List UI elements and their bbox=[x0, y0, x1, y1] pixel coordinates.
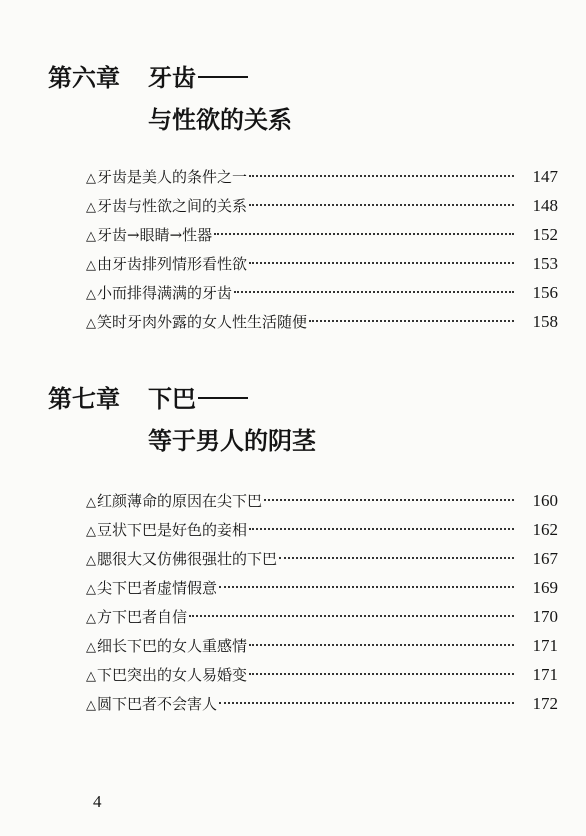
dot-leader bbox=[234, 291, 514, 293]
toc-entry-label: 笑时牙肉外露的女人性生活随便 bbox=[97, 313, 308, 331]
triangle-icon: △ bbox=[86, 611, 96, 626]
toc-entry[interactable] bbox=[48, 660, 558, 689]
triangle-icon: △ bbox=[86, 553, 96, 568]
chapter-subtitle: 等于男人的阴茎 bbox=[148, 427, 316, 455]
toc-entry[interactable] bbox=[48, 162, 558, 191]
toc-entry-page: 160 bbox=[532, 491, 558, 510]
chapter-title: 牙齿 bbox=[148, 64, 196, 92]
toc-entry-page: 153 bbox=[532, 254, 558, 273]
page-number: 4 bbox=[93, 792, 102, 811]
toc-entry[interactable] bbox=[48, 631, 558, 660]
triangle-icon: △ bbox=[86, 582, 96, 597]
triangle-icon: △ bbox=[86, 229, 96, 244]
toc-entry[interactable] bbox=[48, 486, 558, 515]
em-dash bbox=[198, 76, 248, 78]
triangle-icon: △ bbox=[86, 200, 96, 215]
chapter-subtitle: 与性欲的关系 bbox=[148, 106, 292, 134]
toc-entry-label: 圆下巴者不会害人 bbox=[97, 695, 218, 713]
chapter-title: 下巴 bbox=[148, 385, 196, 413]
triangle-icon: △ bbox=[86, 495, 96, 510]
toc-entry[interactable] bbox=[48, 573, 558, 602]
em-dash bbox=[198, 397, 248, 399]
chapter-7 bbox=[48, 385, 558, 718]
toc-entry-label: 牙齿与性欲之间的关系 bbox=[97, 197, 248, 215]
toc-entry-page: 171 bbox=[532, 665, 558, 684]
dot-leader bbox=[249, 528, 514, 530]
toc-entry-page: 172 bbox=[532, 694, 558, 713]
dot-leader bbox=[219, 702, 514, 704]
triangle-icon: △ bbox=[86, 524, 96, 539]
toc-list bbox=[48, 486, 558, 718]
toc-entry-label: 由牙齿排列情形看性欲 bbox=[97, 255, 248, 273]
toc-entry-label: 红颜薄命的原因在尖下巴 bbox=[97, 492, 263, 510]
toc-entry-label: 方下巴者自信 bbox=[97, 608, 188, 626]
triangle-icon: △ bbox=[86, 316, 96, 331]
dot-leader bbox=[249, 673, 514, 675]
toc-entry-page: 147 bbox=[532, 167, 558, 186]
toc-entry-label: 下巴突出的女人易婚变 bbox=[97, 666, 248, 684]
dot-leader bbox=[309, 320, 514, 322]
chapter-heading bbox=[48, 64, 558, 92]
toc-entry-page: 171 bbox=[532, 636, 558, 655]
toc-entry-page: 162 bbox=[532, 520, 558, 539]
dot-leader bbox=[214, 233, 514, 235]
toc-entry[interactable] bbox=[48, 515, 558, 544]
toc-entry-page: 156 bbox=[532, 283, 558, 302]
triangle-icon: △ bbox=[86, 669, 96, 684]
chapter-number: 第六章 bbox=[48, 64, 120, 92]
chapter-6 bbox=[48, 64, 558, 336]
toc-entry-page: 169 bbox=[532, 578, 558, 597]
toc-entry-label: 细长下巴的女人重感情 bbox=[97, 637, 248, 655]
triangle-icon: △ bbox=[86, 258, 96, 273]
chapter-number: 第七章 bbox=[48, 385, 120, 413]
toc-entry[interactable] bbox=[48, 249, 558, 278]
dot-leader bbox=[219, 586, 514, 588]
toc-entry-label: 尖下巴者虚情假意 bbox=[97, 579, 218, 597]
triangle-icon: △ bbox=[86, 640, 96, 655]
toc-entry[interactable] bbox=[48, 307, 558, 336]
toc-entry-page: 148 bbox=[532, 196, 558, 215]
toc-entry[interactable] bbox=[48, 689, 558, 718]
toc-entry[interactable] bbox=[48, 191, 558, 220]
dot-leader bbox=[279, 557, 514, 559]
dot-leader bbox=[249, 204, 514, 206]
toc-entry[interactable] bbox=[48, 602, 558, 631]
toc-entry-label: 牙齿是美人的条件之一 bbox=[97, 168, 248, 186]
toc-entry-label: 豆状下巴是好色的妾相 bbox=[97, 521, 248, 539]
toc-entry-label: 小而排得满满的牙齿 bbox=[97, 284, 233, 302]
chapter-heading bbox=[48, 385, 558, 413]
triangle-icon: △ bbox=[86, 287, 96, 302]
toc-list bbox=[48, 162, 558, 336]
toc-entry-label: 腮很大又仿佛很强壮的下巴 bbox=[97, 550, 278, 568]
toc-entry-page: 170 bbox=[532, 607, 558, 626]
toc-entry[interactable] bbox=[48, 220, 558, 249]
dot-leader bbox=[249, 175, 514, 177]
triangle-icon: △ bbox=[86, 171, 96, 186]
dot-leader bbox=[249, 262, 514, 264]
toc-entry-label: 牙齿→眼睛→性器 bbox=[97, 226, 213, 244]
toc-entry-page: 158 bbox=[532, 312, 558, 331]
dot-leader bbox=[249, 644, 514, 646]
dot-leader bbox=[189, 615, 514, 617]
toc-entry[interactable] bbox=[48, 544, 558, 573]
toc-entry-page: 152 bbox=[532, 225, 558, 244]
triangle-icon: △ bbox=[86, 698, 96, 713]
toc-entry-page: 167 bbox=[532, 549, 558, 568]
toc-entry[interactable] bbox=[48, 278, 558, 307]
dot-leader bbox=[264, 499, 514, 501]
